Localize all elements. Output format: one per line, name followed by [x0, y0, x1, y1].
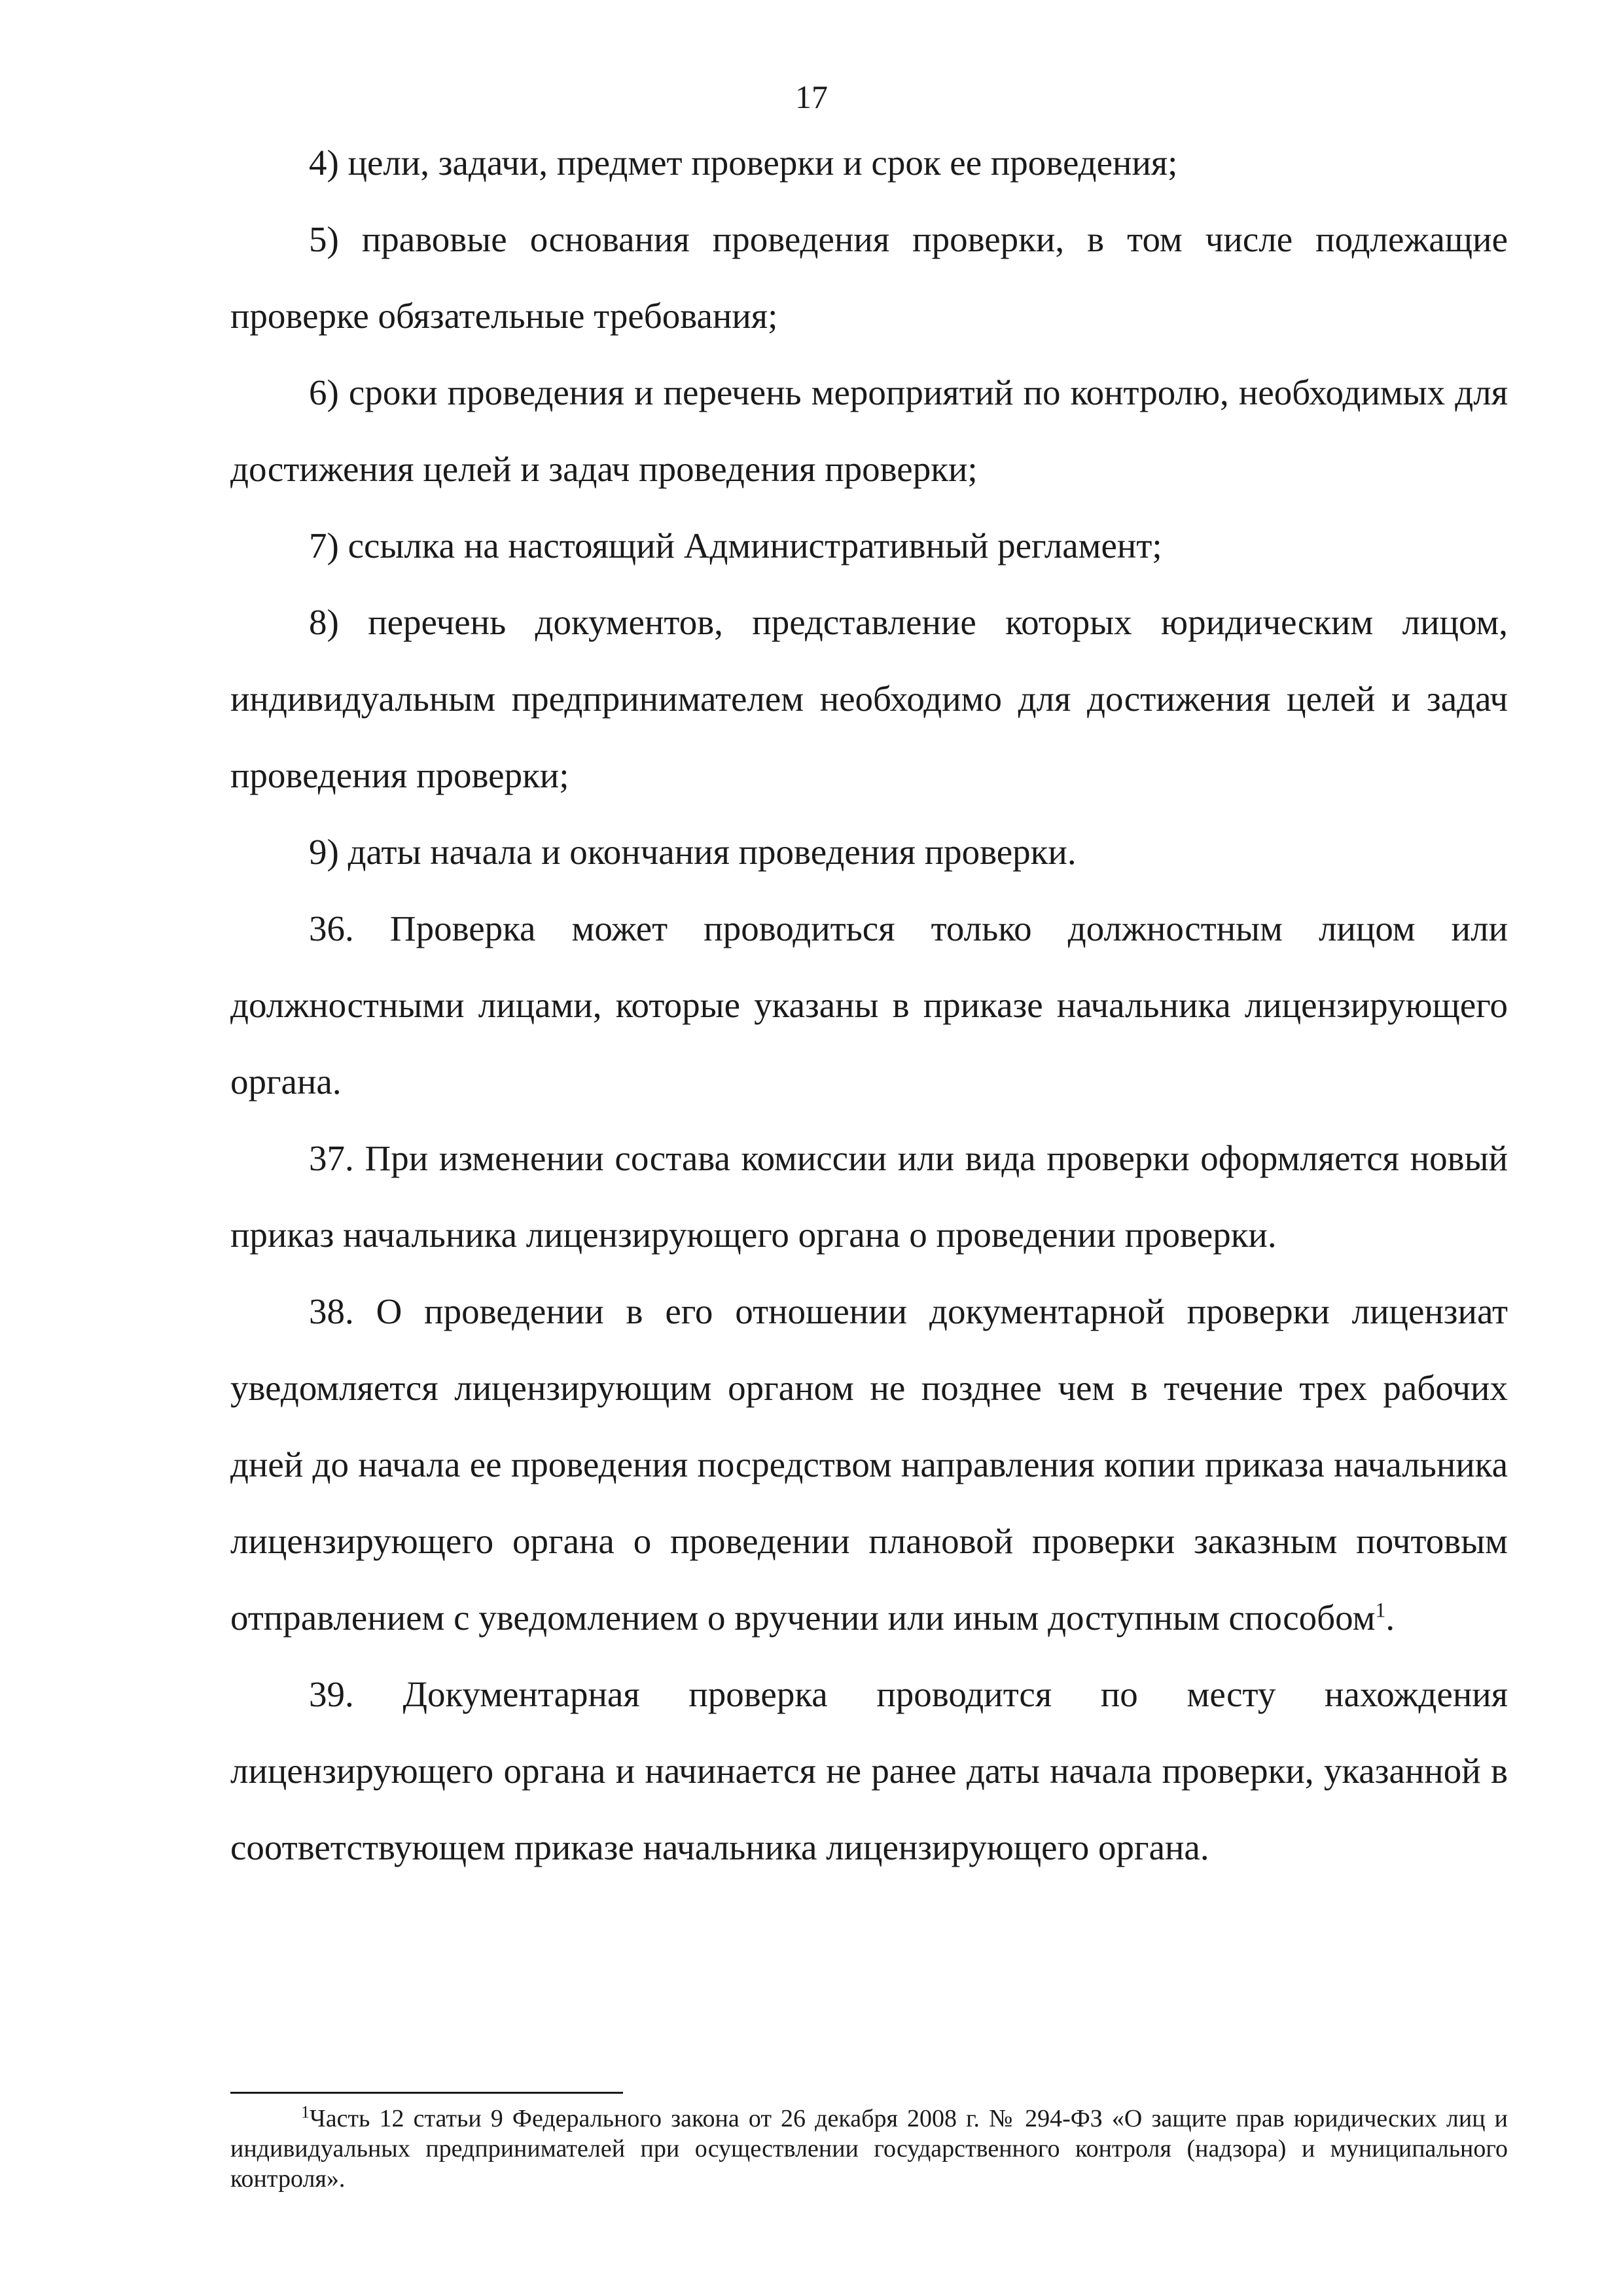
clause-37: 37. При изменении состава комиссии или вида проверки оформляется новый приказ начальника лицензирующего органа о проведении проверки.	[230, 1138, 1508, 1255]
list-item-4: 4) цели, задачи, предмет проверки и срок ее проведения;	[309, 143, 1178, 183]
list-item-6: 6) сроки проведения и перечень мероприятий по контролю, необходимых для достижения целей и задач проведения проверки;	[230, 372, 1508, 489]
list-item-8: 8) перечень документов, представление которых юридическим лицом, индивидуальным предпринимателем необходимо для достижения целей и задач проведения проверки;	[230, 602, 1508, 795]
list-item-9: 9) даты начала и окончания проведения проверки.	[309, 832, 1077, 872]
clause-36: 36. Проверка может проводиться только должностным лицом или должностными лицами, которые указаны в приказе начальника лицензирующего органа.	[230, 908, 1508, 1102]
clause-38-text: 38. О проведении в его отношении документарной проверки лицензиат уведомляется лицензирующим органом не позднее чем в течение трех рабочих дней до начала ее проведения посредством направления копии приказа начальника лицензирующего органа о проведении плановой проверки заказным почтовым отправлением с уведомлением о вручении или иным доступным способом	[230, 1291, 1508, 1638]
document-body	[230, 124, 1508, 1886]
footnote-divider	[230, 2092, 623, 2094]
footnote-reference: 1	[1375, 1598, 1386, 1622]
clause-38	[230, 1273, 1508, 1656]
footnote-text: Часть 12 статьи 9 Федерального закона от 26 декабря 2008 г. № 294-ФЗ «О защите прав юридических лиц и индивидуальных предпринимателей при осуществлении государственного контроля (надзора) и муниципального контроля».	[230, 2105, 1508, 2193]
footnote	[230, 2104, 1508, 2194]
list-item-5: 5) правовые основания проведения проверки, в том числе подлежащие проверке обязательные требования;	[230, 219, 1508, 336]
footnote-marker: 1	[301, 2102, 310, 2122]
clause-38-end-punct: .	[1385, 1598, 1395, 1638]
list-item-7: 7) ссылка на настоящий Административный регламент;	[309, 526, 1162, 565]
page-number: 17	[795, 79, 828, 115]
clause-39: 39. Документарная проверка проводится по месту нахождения лицензирующего органа и начинается не ранее даты начала проверки, указанной в соответствующем приказе начальника лицензирующего органа.	[230, 1674, 1508, 1867]
